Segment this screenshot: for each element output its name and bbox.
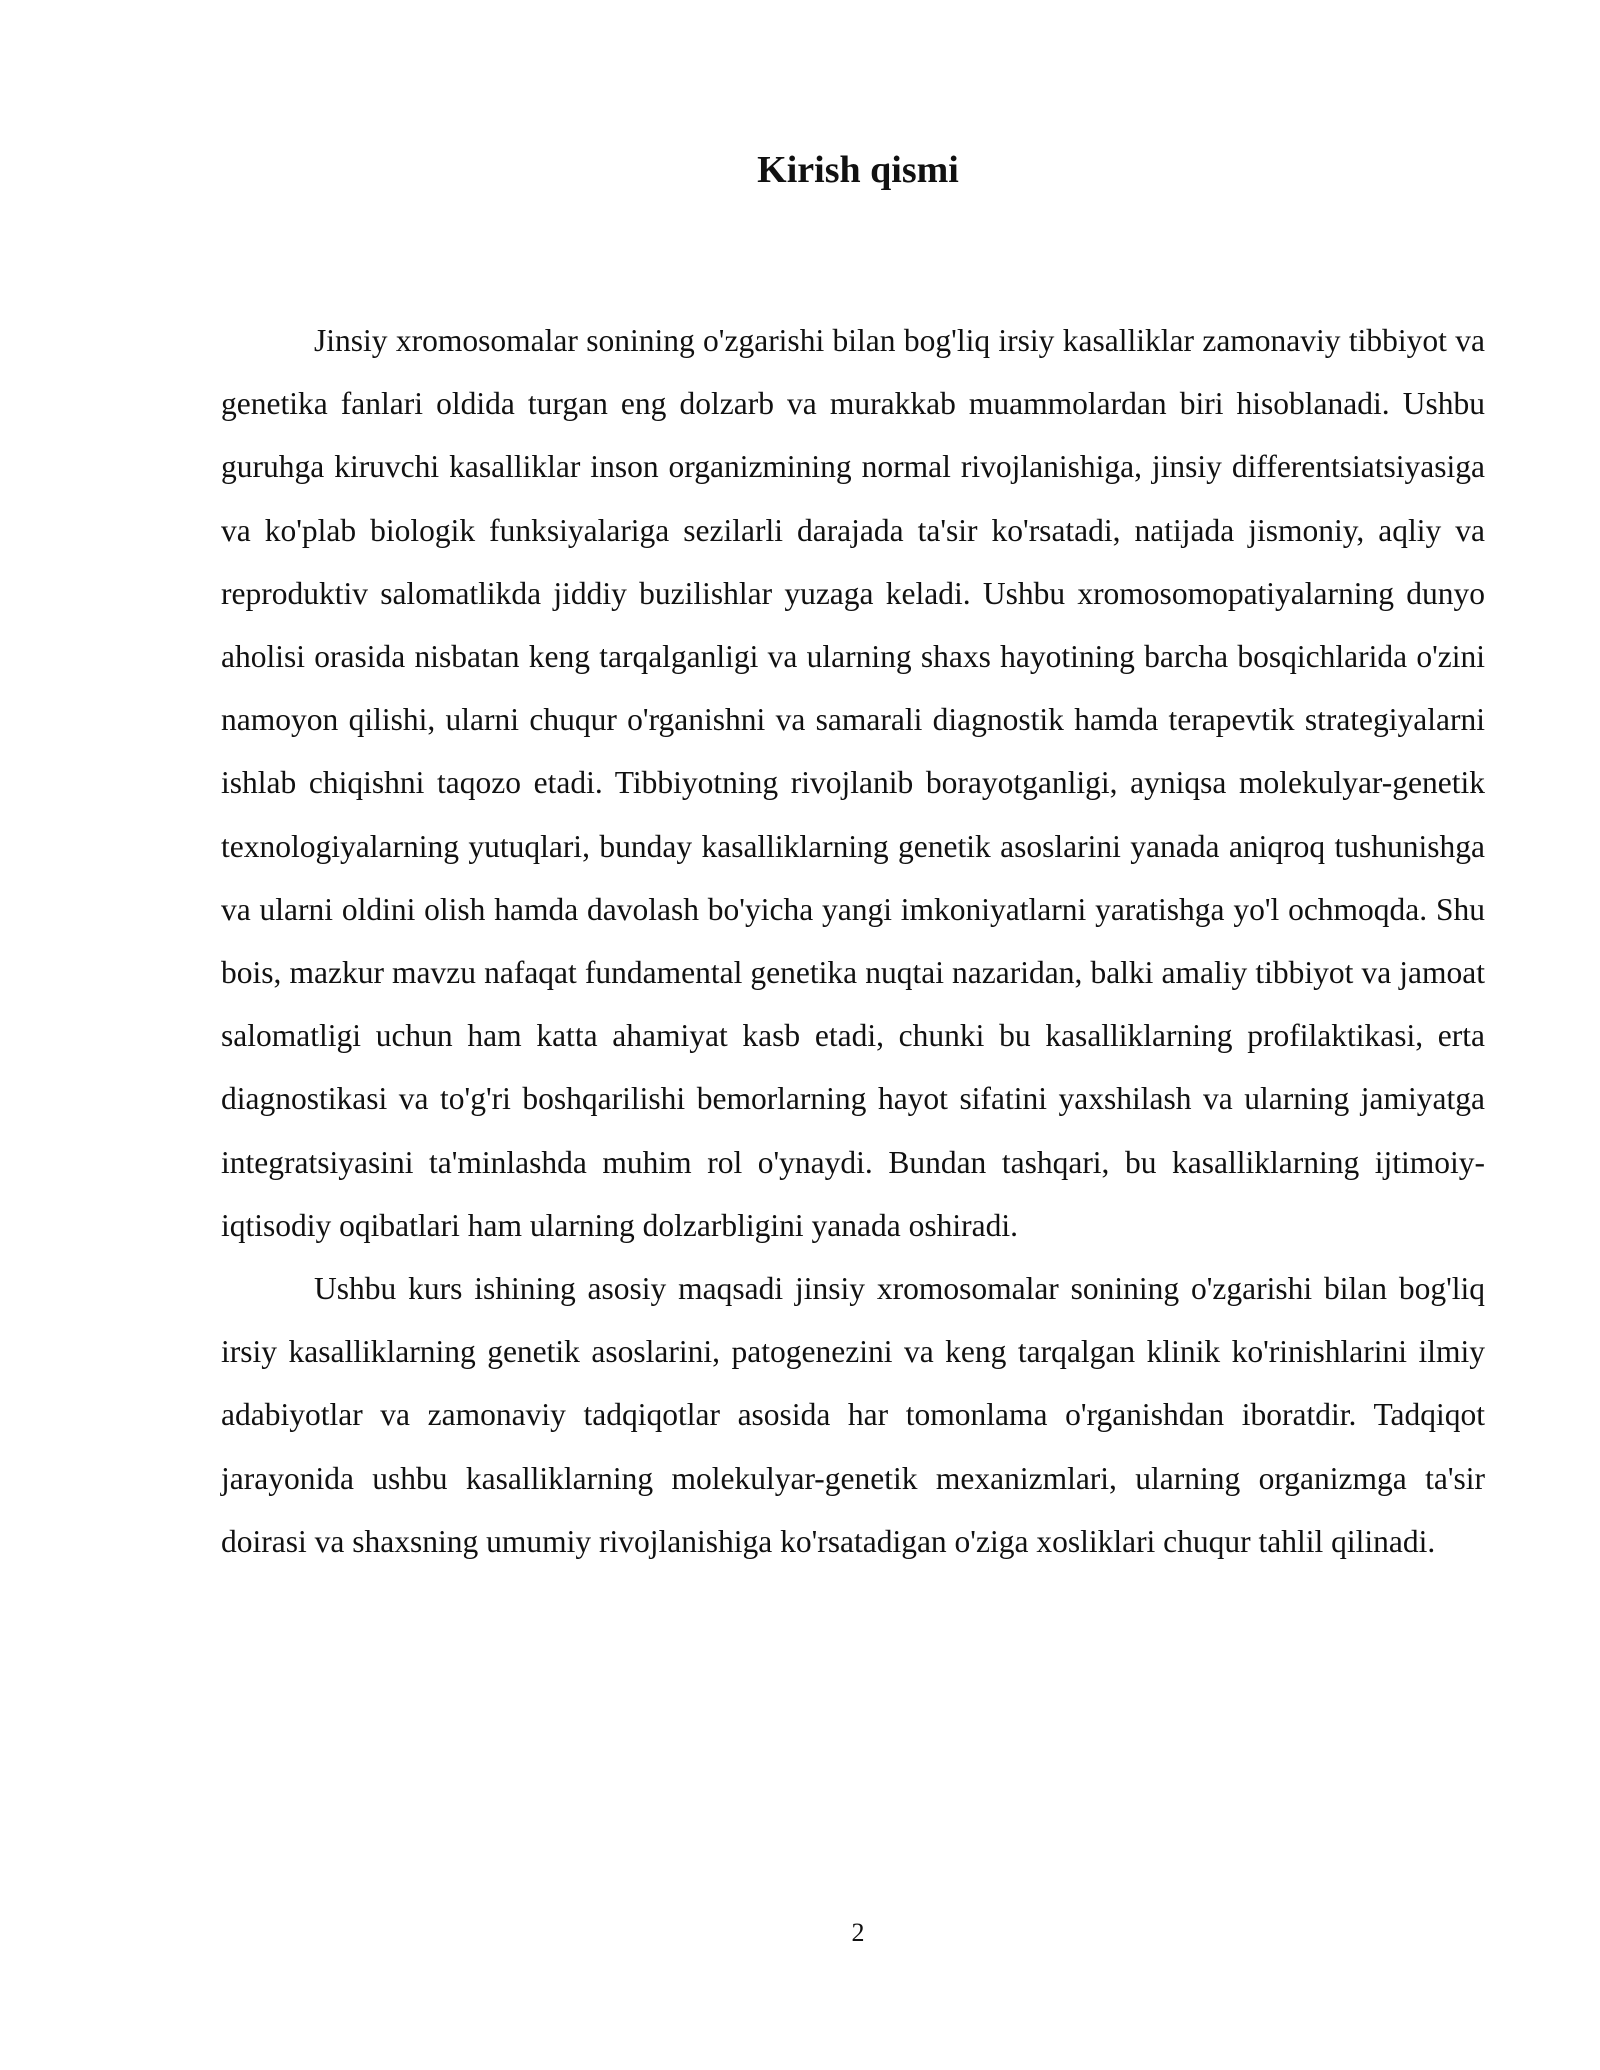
paragraph-aim: Ushbu kurs ishining asosiy maqsadi jinsiy xromosomalar sonining o'zgarishi bilan bog'liq irsiy kasalliklarning genetik asoslarini, patogenezini va keng tarqalgan klinik ko'rinishlarini ilmiy adabiyotlar va zamonaviy tadqiqotlar asosida har tomonlama o'rganishdan iboratdir. Tadqiqot jarayonida ushbu kasalliklarning molekulyar-genetik mexanizmlari, ularning organizmga ta'sir doirasi va shaxsning umumiy rivojlanishiga ko'rsatadigan o'ziga xosliklari chuqur tahlil qilinadi. [221,1271,1485,1559]
document-body [221,309,1485,1573]
page-title: Kirish qismi [757,149,959,191]
paragraph-intro: Jinsiy xromosomalar sonining o'zgarishi bilan bog'liq irsiy kasalliklar zamonaviy tibbiyot va genetika fanlari oldida turgan eng dolzarb va murakkab muammolardan biri hisoblanadi. Ushbu guruhga kiruvchi kasalliklar inson organizmining normal rivojlanishiga, jinsiy differentsiatsiyasiga va ko'plab biologik funksiyalariga sezilarli darajada ta'sir ko'rsatadi, natijada jismoniy, aqliy va reproduktiv salomatlikda jiddiy buzilishlar yuzaga keladi. Ushbu xromosomopatiyalarning dunyo aholisi orasida nisbatan keng tarqalganligi va ularning shaxs hayotining barcha bosqichlarida o'zini namoyon qilishi, ularni chuqur o'rganishni va samarali diagnostik hamda terapevtik strategiyalarni ishlab chiqishni taqozo etadi. Tibbiyotning rivojlanib borayotganligi, ayniqsa molekulyar-genetik texnologiyalarning yutuqlari, bunday kasalliklarning genetik asoslarini yanada aniqroq tushunishga va ularni oldini olish hamda davolash bo'yicha yangi imkoniyatlarni yaratishga yo'l ochmoqda. Shu bois, mazkur mavzu nafaqat fundamental genetika nuqtai nazaridan, balki amaliy tibbiyot va jamoat salomatligi uchun ham katta ahamiyat kasb etadi, chunki bu kasalliklarning profilaktikasi, erta diagnostikasi va to'g'ri boshqarilishi bemorlarning hayot sifatini yaxshilash va ularning jamiyatga integratsiyasini ta'minlashda muhim rol o'ynaydi. Bundan tashqari, bu kasalliklarning ijtimoiy-iqtisodiy oqibatlari ham ularning dolzarbligini yanada oshiradi. [221,323,1485,1243]
page-number: 2 [851,1918,865,1947]
